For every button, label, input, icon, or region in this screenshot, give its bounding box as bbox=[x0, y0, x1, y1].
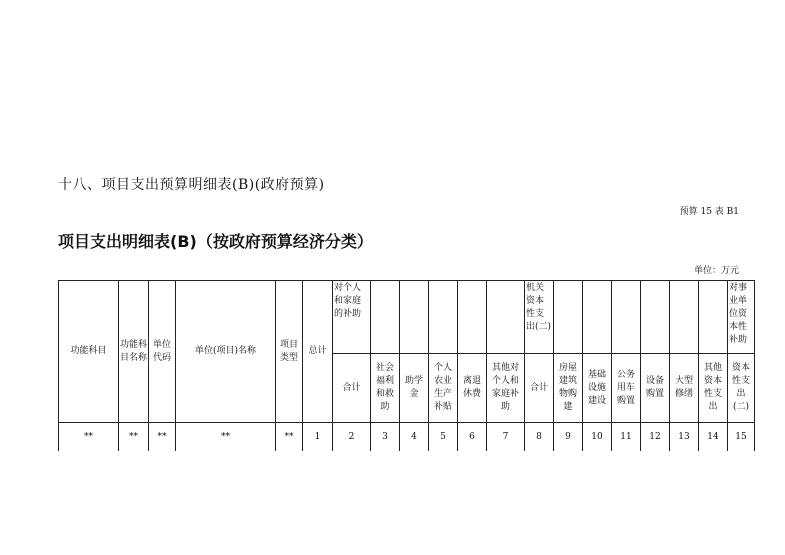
header-capital-2: 资本性支出(二) bbox=[728, 354, 755, 423]
index-cell: 13 bbox=[670, 423, 699, 452]
header-group-org: 机关资本性支出(二) bbox=[525, 281, 554, 354]
header-unit-project-name: 单位(项目)名称 bbox=[176, 281, 276, 423]
header-subtotal-org: 合计 bbox=[525, 354, 554, 423]
index-cell: 12 bbox=[641, 423, 670, 452]
header-func-subject: 功能科目 bbox=[59, 281, 119, 423]
header-unit-code: 单位代码 bbox=[149, 281, 176, 423]
form-code: 预算 15 表 B1 bbox=[679, 207, 739, 217]
header-retiree: 离退休费 bbox=[458, 354, 487, 423]
header-other-individual: 其他对个人和家庭补助 bbox=[487, 354, 525, 423]
header-func-subject-name: 功能科目名称 bbox=[119, 281, 149, 423]
header-group-enterprise: 对事业单位资本性补助 bbox=[728, 281, 755, 354]
header-building: 房屋建筑物购建 bbox=[554, 354, 583, 423]
header-subtotal-individual: 合计 bbox=[333, 354, 371, 423]
index-cell: 3 bbox=[371, 423, 400, 452]
index-cell: 7 bbox=[487, 423, 525, 452]
header-scholarship: 助学金 bbox=[400, 354, 429, 423]
header-repair: 大型修缮 bbox=[670, 354, 699, 423]
header-project-type: 项目类型 bbox=[276, 281, 303, 423]
header-infrastructure: 基础设施建设 bbox=[583, 354, 612, 423]
index-cell: 8 bbox=[525, 423, 554, 452]
index-cell: 9 bbox=[554, 423, 583, 452]
index-cell: 5 bbox=[429, 423, 458, 452]
index-cell: ** bbox=[276, 423, 303, 452]
header-social-welfare: 社会福利和救助 bbox=[371, 354, 400, 423]
index-cell: 11 bbox=[612, 423, 641, 452]
index-cell: ** bbox=[176, 423, 276, 452]
header-equipment: 设备购置 bbox=[641, 354, 670, 423]
header-group-individual: 对个人和家庭的补助 bbox=[333, 281, 371, 354]
index-cell: 10 bbox=[583, 423, 612, 452]
index-cell: 14 bbox=[699, 423, 728, 452]
index-cell: 2 bbox=[333, 423, 371, 452]
index-cell: 6 bbox=[458, 423, 487, 452]
table-title: 项目支出明细表(B)（按政府预算经济分类） bbox=[58, 232, 373, 251]
section-heading: 十八、项目支出预算明细表(B)(政府预算) bbox=[58, 177, 325, 193]
header-other-capital: 其他资本性支出 bbox=[699, 354, 728, 423]
budget-table bbox=[58, 280, 755, 451]
unit-label: 单位：万元 bbox=[693, 266, 739, 276]
header-farmer-subsidy: 个人农业生产补贴 bbox=[429, 354, 458, 423]
index-cell: 1 bbox=[303, 423, 333, 452]
index-cell: 4 bbox=[400, 423, 429, 452]
index-cell: ** bbox=[59, 423, 119, 452]
index-cell: ** bbox=[119, 423, 149, 452]
index-cell: ** bbox=[149, 423, 176, 452]
index-cell: 15 bbox=[728, 423, 755, 452]
header-total: 总计 bbox=[303, 281, 333, 423]
header-vehicle: 公务用车购置 bbox=[612, 354, 641, 423]
